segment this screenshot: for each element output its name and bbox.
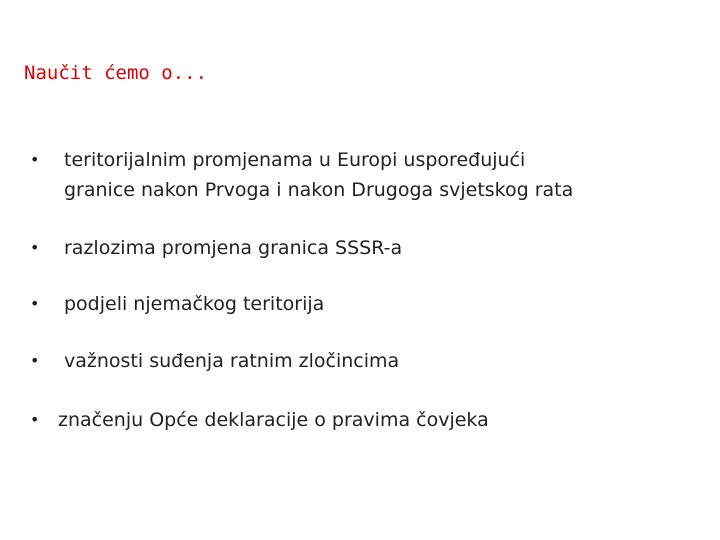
bullet-icon: • <box>30 351 40 370</box>
list-item-text: značenju Opće deklaracije o pravima čovjeka <box>58 409 489 431</box>
list-item-text: podjeli njemačkog teritorija <box>64 293 325 315</box>
bullet-icon: • <box>30 238 40 257</box>
bullet-icon: • <box>30 410 40 429</box>
list-item-text: teritorijalnim promjenama u Europi uspoređujući <box>64 149 526 171</box>
slide-title: Naučit ćemo o... <box>24 62 208 84</box>
bullet-icon: • <box>30 150 40 169</box>
list-item-text: razlozima promjena granica SSSR-a <box>64 237 403 259</box>
list-item-text: važnosti suđenja ratnim zločincima <box>64 350 400 372</box>
list-item-text-continued: granice nakon Prvoga i nakon Drugoga svjetskog rata <box>64 179 574 201</box>
bullet-icon: • <box>30 294 40 313</box>
